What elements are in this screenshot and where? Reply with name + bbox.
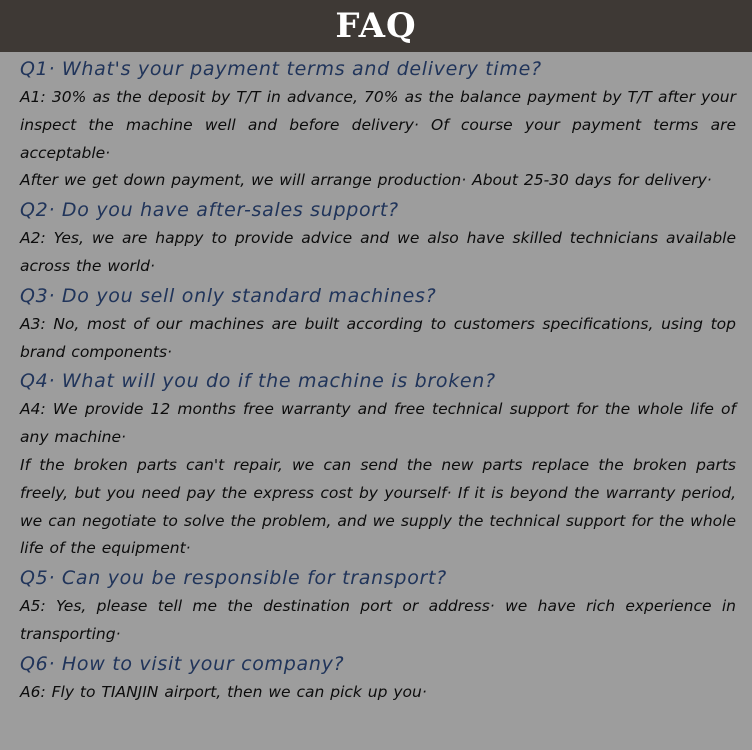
faq-question-6: Q6· How to visit your company? bbox=[20, 652, 345, 675]
faq-question-5: Q5· Can you be responsible for transport? bbox=[20, 567, 447, 590]
faq-question-4: Q4· What will you do if the machine is broken? bbox=[20, 370, 496, 393]
faq-answer-1b: After we get down payment, we will arrange production· About 25-30 days for delivery· bbox=[20, 171, 712, 190]
faq-answer-2: A2: Yes, we are happy to provide advice and we also have skilled technicians available across the world· bbox=[20, 229, 736, 275]
faq-question-3: Q3· Do you sell only standard machines? bbox=[20, 284, 437, 307]
faq-item-4 bbox=[20, 366, 736, 563]
faq-answer-5: A5: Yes, please tell me the destination port or address· we have rich experience in transporting· bbox=[20, 597, 736, 643]
faq-answer-4b: If the broken parts can't repair, we can send the new parts replace the broken parts freely, but you need pay the express cost by yourself· If it is beyond the warranty period, we can negotiate to solve the problem, and we supply the technical support for the whole life of the equipment· bbox=[20, 455, 736, 558]
faq-item-3 bbox=[20, 281, 736, 367]
faq-answer-4a: A4: We provide 12 months free warranty and free technical support for the whole life of any machine· bbox=[20, 400, 736, 447]
faq-question-2: Q2· Do you have after-sales support? bbox=[20, 199, 399, 222]
page-title: FAQ bbox=[335, 6, 417, 46]
faq-item-5 bbox=[20, 563, 736, 649]
faq-answer-1a: A1: 30% as the deposit by T/T in advance, 70% as the balance payment by T/T after your inspect the machine well and before delivery· Of course your payment terms are acceptable· bbox=[20, 88, 736, 162]
faq-header bbox=[0, 0, 752, 52]
faq-item-1 bbox=[20, 54, 736, 195]
faq-list bbox=[20, 54, 736, 707]
faq-answer-6: A6: Fly to TIANJIN airport, then we can pick up you· bbox=[20, 682, 427, 701]
faq-answer-3: A3: No, most of our machines are built according to customers specifications, using top brand components· bbox=[20, 314, 736, 361]
faq-item-6 bbox=[20, 649, 736, 707]
faq-question-1: Q1· What's your payment terms and delivery time? bbox=[20, 58, 542, 80]
faq-item-2 bbox=[20, 195, 736, 281]
